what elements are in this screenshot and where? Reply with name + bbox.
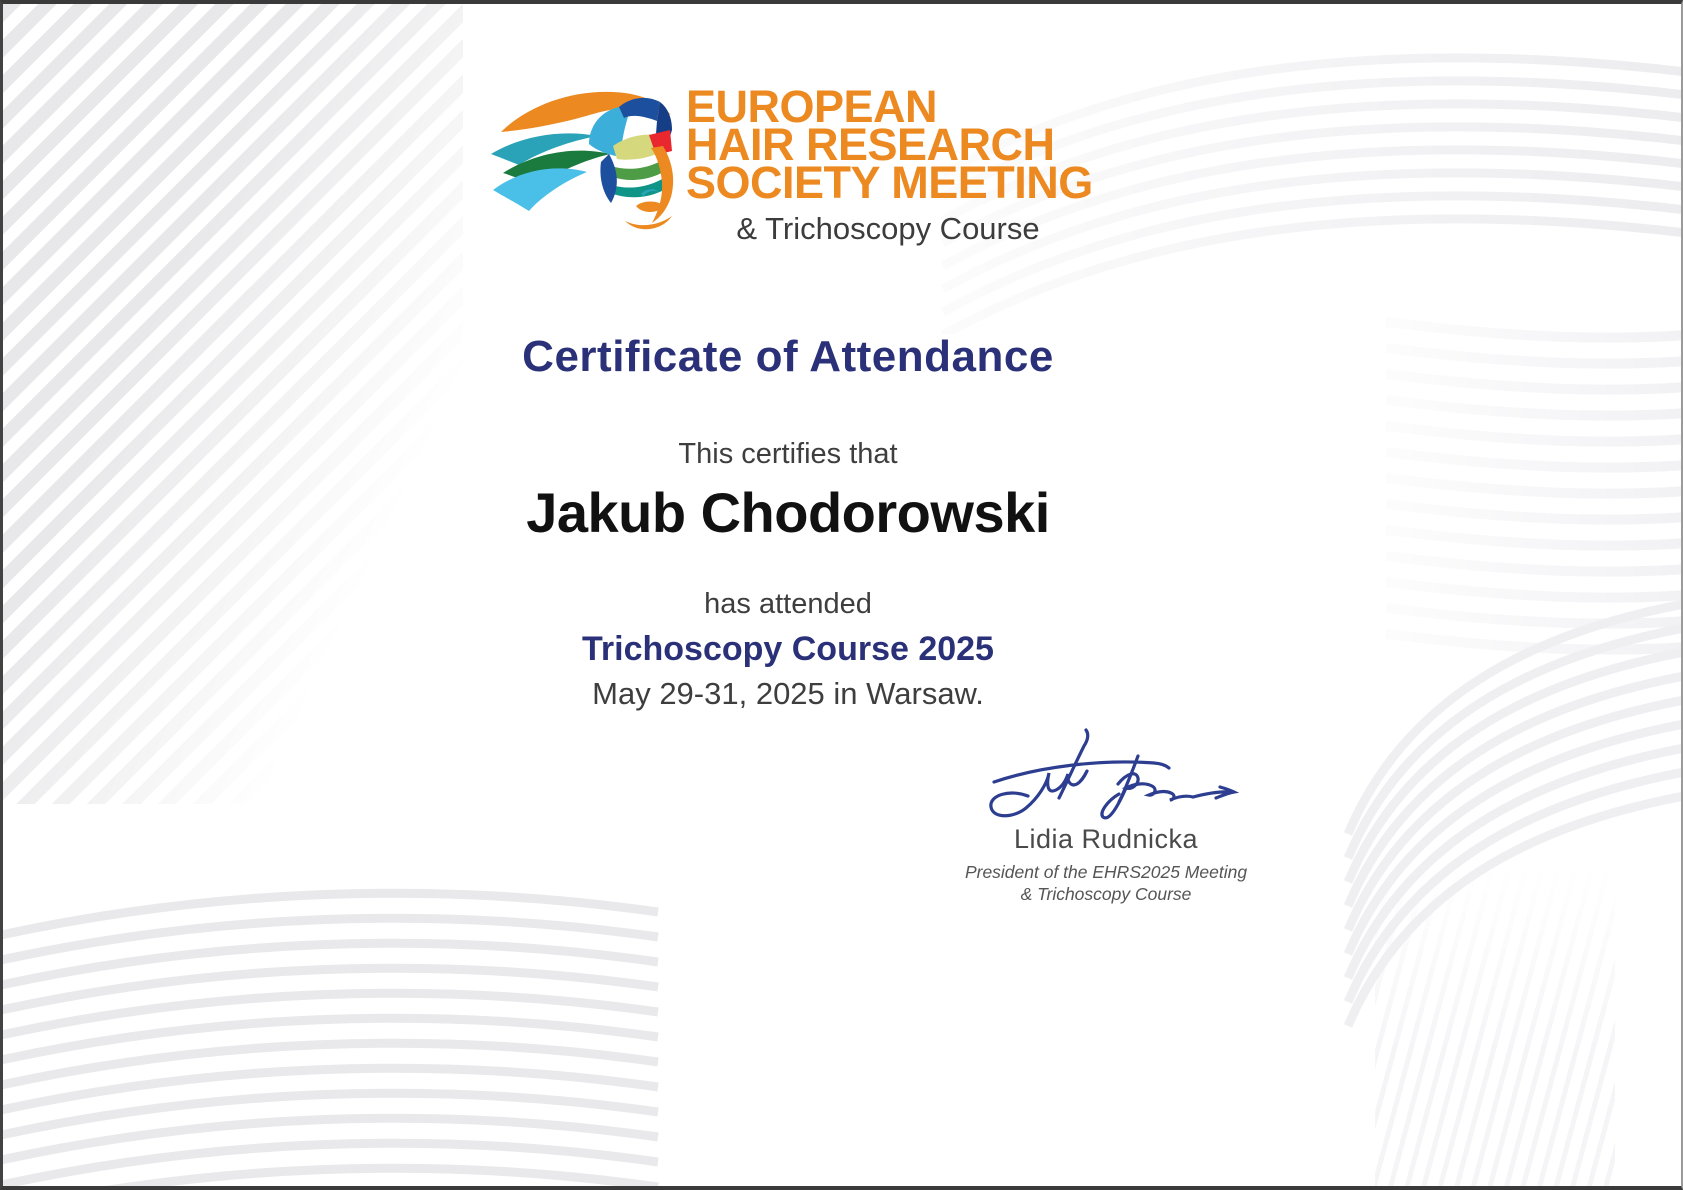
certificate-title: Certificate of Attendance <box>522 332 1054 381</box>
logo-title-line2: HAIR RESEARCH <box>686 119 1055 170</box>
signature-block <box>961 724 1251 905</box>
logo-title-line1: EUROPEAN <box>686 81 938 132</box>
logo-subtitle: & Trichoscopy Course <box>736 211 1040 246</box>
course-name: Trichoscopy Course 2025 <box>582 630 994 668</box>
signer-title-line1: President of the EHRS2025 Meeting <box>964 862 1248 882</box>
signer-title <box>961 861 1251 905</box>
signer-title-line2: & Trichoscopy Course <box>1020 884 1192 904</box>
date-location: May 29-31, 2025 in Warsaw. <box>592 676 984 711</box>
attendee-name: Jakub Chodorowski <box>526 481 1050 544</box>
logo-title-line3: SOCIETY MEETING <box>686 157 1093 208</box>
signature-icon <box>968 724 1244 828</box>
certifies-label: This certifies that <box>678 438 898 470</box>
certificate-body <box>3 4 1573 1190</box>
signer-name: Lidia Rudnicka <box>1013 824 1199 854</box>
attended-label: has attended <box>704 588 872 620</box>
